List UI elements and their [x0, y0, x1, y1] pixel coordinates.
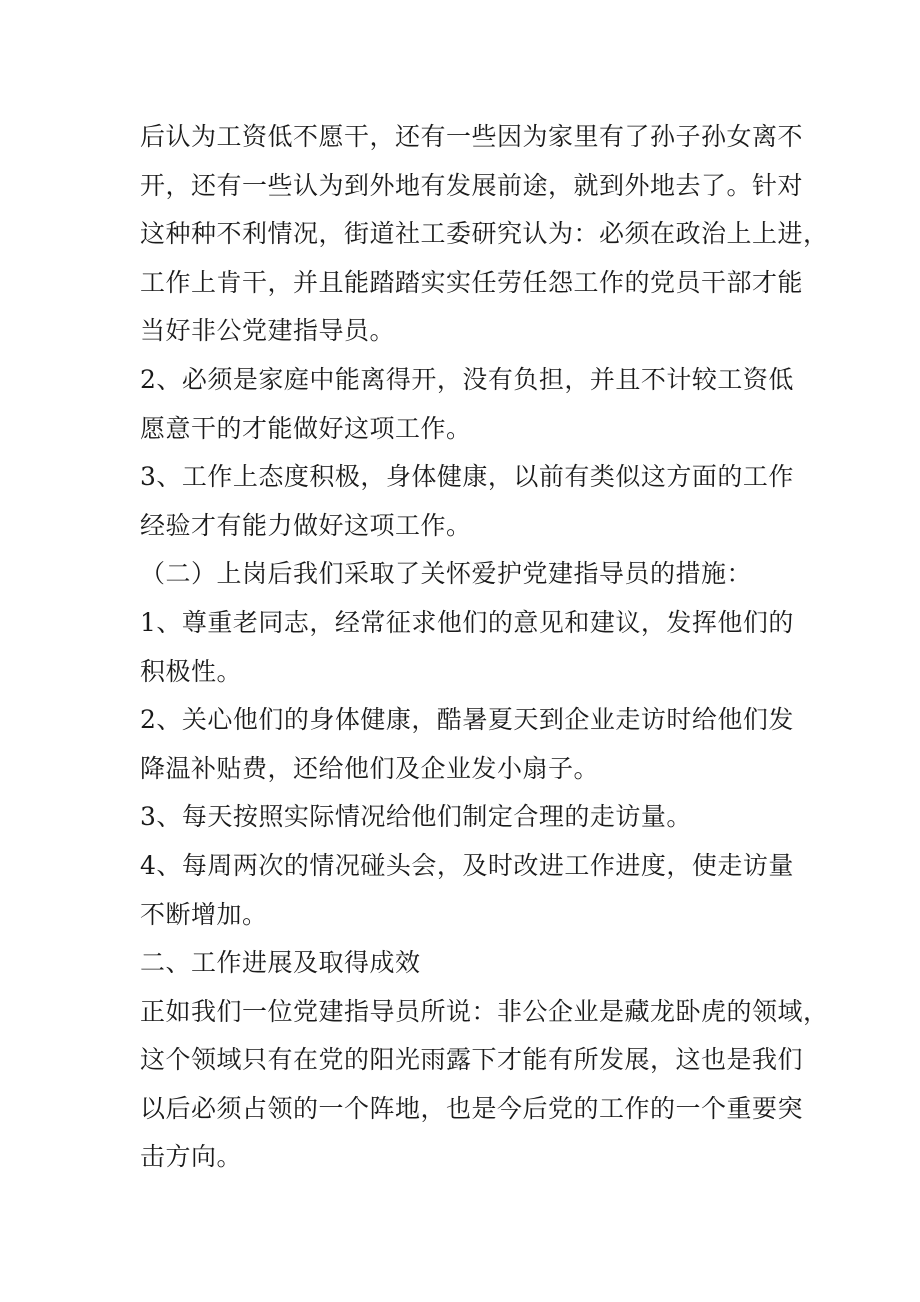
text-line: 工作上肯干，并且能踏踏实实任劳任怨工作的党员干部才能: [140, 267, 804, 297]
text-line: 正如我们一位党建指导员所说：非公企业是藏龙卧虎的领域，: [140, 996, 829, 1026]
text-line: 以后必须占领的一个阵地，也是今后党的工作的一个重要突: [140, 1093, 804, 1123]
text-line: 1、尊重老同志，经常征求他们的意见和建议，发挥他们的: [140, 607, 794, 637]
text-line: 开，还有一些认为到外地有发展前途，就到外地去了。针对: [140, 170, 804, 200]
text-line: 积极性。: [140, 656, 243, 686]
text-line: 2、必须是家庭中能离得开，没有负担，并且不计较工资低: [140, 364, 794, 394]
text-line: 4、每周两次的情况碰头会，及时改进工作进度，使走访量: [140, 850, 794, 880]
section-heading: 二、工作进展及取得成效: [140, 948, 421, 978]
document-body: [140, 113, 829, 1182]
text-line: 当好非公党建指导员。: [140, 316, 396, 346]
text-line: 这种种不利情况，街道社工委研究认为：必须在政治上上进，: [140, 219, 829, 249]
text-line: 击方向。: [140, 1142, 243, 1172]
text-line: 3、每天按照实际情况给他们制定合理的走访量。: [140, 802, 692, 832]
text-line: 3、工作上态度积极，身体健康，以前有类似这方面的工作: [140, 462, 794, 492]
text-line: 2、关心他们的身体健康，酷暑夏天到企业走访时给他们发: [140, 705, 794, 735]
text-line: 不断增加。: [140, 899, 268, 929]
text-line: 愿意干的才能做好这项工作。: [140, 413, 472, 443]
text-line: 后认为工资低不愿干，还有一些因为家里有了孙子孙女离不: [140, 122, 804, 151]
text-line: 降温补贴费，还给他们及企业发小扇子。: [140, 753, 600, 783]
section-heading: （二）上岗后我们采取了关怀爱护党建指导员的措施：: [140, 559, 753, 589]
text-line: 经验才有能力做好这项工作。: [140, 510, 472, 540]
text-line: 这个领域只有在党的阳光雨露下才能有所发展，这也是我们: [140, 1045, 804, 1075]
